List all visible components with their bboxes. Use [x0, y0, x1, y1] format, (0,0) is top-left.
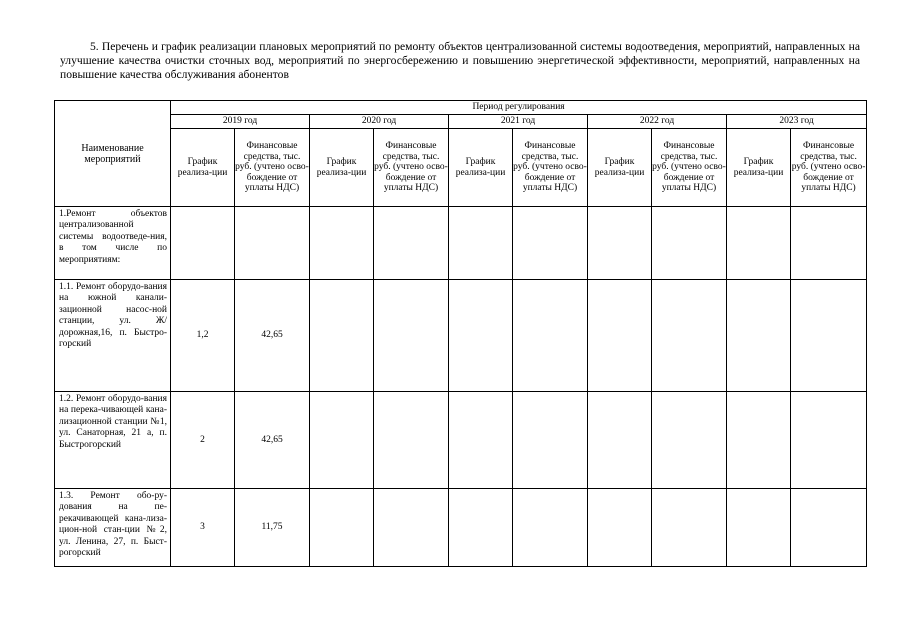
empty-cell [727, 489, 791, 567]
empty-cell [727, 392, 791, 489]
empty-cell [588, 392, 652, 489]
table-row [55, 392, 867, 489]
empty-cell [449, 392, 513, 489]
schedule-cell: 3 [171, 489, 235, 567]
finance-column-header: Финансовые средства, тыс. руб. (учтено осво-бождение от уплаты НДС) [374, 129, 449, 207]
year-header: 2021 год [449, 115, 588, 129]
empty-cell [791, 392, 867, 489]
finance-column-header: Финансовые средства, тыс. руб. (учтено осво-бождение от уплаты НДС) [791, 129, 867, 207]
schedule-cell: 2 [171, 392, 235, 489]
empty-cell [652, 207, 727, 280]
empty-cell [513, 489, 588, 567]
schedule-column-header: График реализа-ции [588, 129, 652, 207]
schedule-column-header: График реализа-ции [171, 129, 235, 207]
schedule-column-header: График реализа-ции [449, 129, 513, 207]
empty-cell [310, 207, 374, 280]
empty-cell [449, 489, 513, 567]
finance-column-header: Финансовые средства, тыс. руб. (учтено осво-бождение от уплаты НДС) [513, 129, 588, 207]
year-header: 2023 год [727, 115, 867, 129]
section-heading: 5. Перечень и график реализации плановых мероприятий по ремонту объектов централизованной системы водоотведения, мероприятий, направленных на улучшение качества очистки сточных вод, мероприятий по энергосбережению и повышению энергетической эффективности, мероприятий, направленных на повышение качества обслуживания абонентов [60, 40, 860, 81]
empty-cell [374, 280, 449, 392]
empty-cell [449, 207, 513, 280]
measure-name-cell: 1.1. Ремонт оборудо-вания на южной канали-зационной насос-ной станции, ул. Ж/дорожная,16, п. Быстро-горский [55, 280, 171, 392]
finance-column-header: Финансовые средства, тыс. руб. (учтено осво-бождение от уплаты НДС) [652, 129, 727, 207]
table-row [55, 489, 867, 567]
year-header: 2022 год [588, 115, 727, 129]
empty-cell [310, 392, 374, 489]
finance-cell: 11,75 [235, 489, 310, 567]
schedule-cell: 1,2 [171, 280, 235, 392]
schedule-column-header: График реализа-ции [727, 129, 791, 207]
measure-name-cell: 1.3. Ремонт обо-ру-дования на пе-рекачивающей кана-лиза-цион-ной стан-ции №2, ул. Ленина, 27, п. Быст-рогорский [55, 489, 171, 567]
table-row [55, 280, 867, 392]
empty-cell [727, 280, 791, 392]
empty-cell [652, 392, 727, 489]
name-column-header: Наименование мероприятий [55, 101, 171, 207]
empty-cell [310, 489, 374, 567]
empty-cell [791, 280, 867, 392]
schedule-cell [171, 207, 235, 280]
schedule-column-header: График реализа-ции [310, 129, 374, 207]
empty-cell [513, 392, 588, 489]
empty-cell [727, 207, 791, 280]
empty-cell [513, 207, 588, 280]
measure-name-cell: 1.2. Ремонт оборудо-вания на перека-чивающей кана-лизационной станции №1, ул. Санаторная, 21 а, п. Быстрогорский [55, 392, 171, 489]
table-row [55, 207, 867, 280]
finance-cell [235, 207, 310, 280]
empty-cell [374, 392, 449, 489]
empty-cell [374, 207, 449, 280]
empty-cell [449, 280, 513, 392]
finance-column-header: Финансовые средства, тыс. руб. (учтено осво-бождение от уплаты НДС) [235, 129, 310, 207]
empty-cell [791, 489, 867, 567]
empty-cell [588, 207, 652, 280]
empty-cell [513, 280, 588, 392]
period-header: Период регулирования [171, 101, 867, 115]
empty-cell [791, 207, 867, 280]
finance-cell: 42,65 [235, 280, 310, 392]
empty-cell [652, 280, 727, 392]
empty-cell [374, 489, 449, 567]
empty-cell [588, 280, 652, 392]
year-header: 2019 год [171, 115, 310, 129]
year-header: 2020 год [310, 115, 449, 129]
measure-name-cell: 1.Ремонт объектов централизованной системы водоотведе-ния, в том числе по мероприятиям: [55, 207, 171, 280]
empty-cell [310, 280, 374, 392]
plan-table [54, 100, 867, 567]
empty-cell [588, 489, 652, 567]
empty-cell [652, 489, 727, 567]
finance-cell: 42,65 [235, 392, 310, 489]
